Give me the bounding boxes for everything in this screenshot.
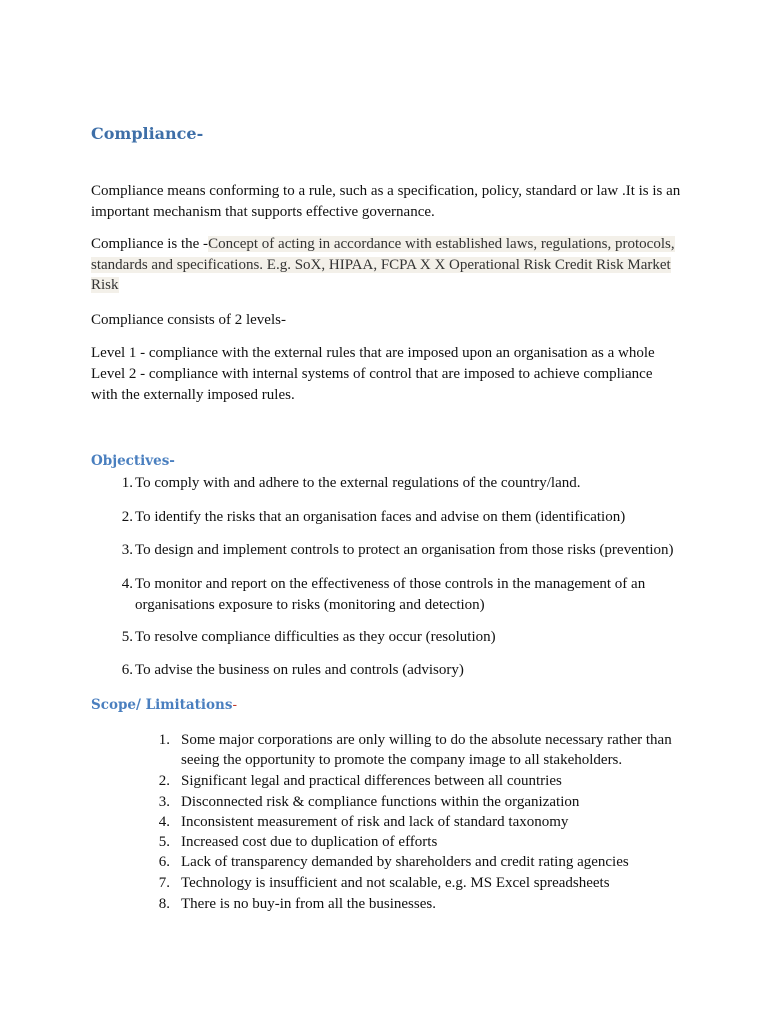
list-text: Lack of transparency demanded by shareholders and credit rating agencies: [181, 854, 629, 870]
page-title: Compliance-: [91, 124, 204, 143]
list-number: 7.: [158, 875, 170, 891]
list-text: To identify the risks that an organisation faces and advise on them (identification): [135, 509, 626, 525]
list-text: To advise the business on rules and controls (advisory): [135, 662, 464, 678]
level-1: Level 1 - compliance with the external rules that are imposed upon an organisation as a whole: [91, 345, 655, 361]
levels-intro: Compliance consists of 2 levels-: [91, 312, 286, 328]
list-text: To design and implement controls to protect an organisation from those risks (prevention): [135, 542, 674, 558]
list-text: To monitor and report on the effectiveness of those controls in the management of an organisations exposure to risks (monitoring and detection): [135, 576, 646, 613]
list-number: 3.: [121, 542, 133, 558]
list-text: To resolve compliance difficulties as they occur (resolution): [135, 629, 496, 645]
list-number: 6.: [158, 854, 170, 870]
list-text: To comply with and adhere to the external regulations of the country/land.: [135, 475, 581, 491]
list-text: Significant legal and practical differences between all countries: [181, 773, 562, 789]
list-text: There is no buy-in from all the businesses.: [181, 896, 436, 912]
list-number: 4.: [121, 576, 133, 592]
list-number: 2.: [158, 773, 170, 789]
level-2: Level 2 - compliance with internal systems of control that are imposed to achieve compliance with the externally imposed rules.: [91, 366, 653, 403]
list-number: 5.: [121, 629, 133, 645]
list-number: 4.: [158, 814, 170, 830]
definition-prefix: Compliance is the -: [91, 236, 209, 252]
list-number: 2.: [121, 509, 133, 525]
list-text: Some major corporations are only willing to do the absolute necessary rather than seeing the opportunity to promote the company image to all stakeholders.: [181, 732, 672, 768]
objectives-heading: Objectives-: [91, 453, 175, 469]
list-text: Technology is insufficient and not scalable, e.g. MS Excel spreadsheets: [181, 875, 610, 891]
list-number: 1.: [121, 475, 133, 491]
list-text: Increased cost due to duplication of efforts: [181, 834, 438, 850]
list-number: 5.: [158, 834, 170, 850]
list-number: 3.: [158, 794, 170, 810]
list-number: 8.: [158, 896, 170, 912]
list-text: Disconnected risk & compliance functions within the organization: [181, 794, 580, 810]
list-number: 1.: [158, 732, 170, 748]
intro-paragraph: Compliance means conforming to a rule, such as a specification, policy, standard or law .It is is an important mechanism that supports effective governance.: [91, 183, 681, 220]
scope-heading-text: Scope/ Limitations: [91, 697, 233, 713]
list-text: Inconsistent measurement of risk and lack of standard taxonomy: [181, 814, 569, 830]
scope-heading: [91, 697, 237, 713]
definition-paragraph: [91, 234, 691, 296]
list-number: 6.: [121, 662, 133, 678]
scope-heading-dash: -: [232, 697, 237, 713]
definition-highlight: Concept of acting in accordance with established laws, regulations, protocols, standards and specifications. E.g. SoX, HIPAA, FCPA X X Operational Risk Credit Risk Market Risk: [91, 236, 675, 293]
